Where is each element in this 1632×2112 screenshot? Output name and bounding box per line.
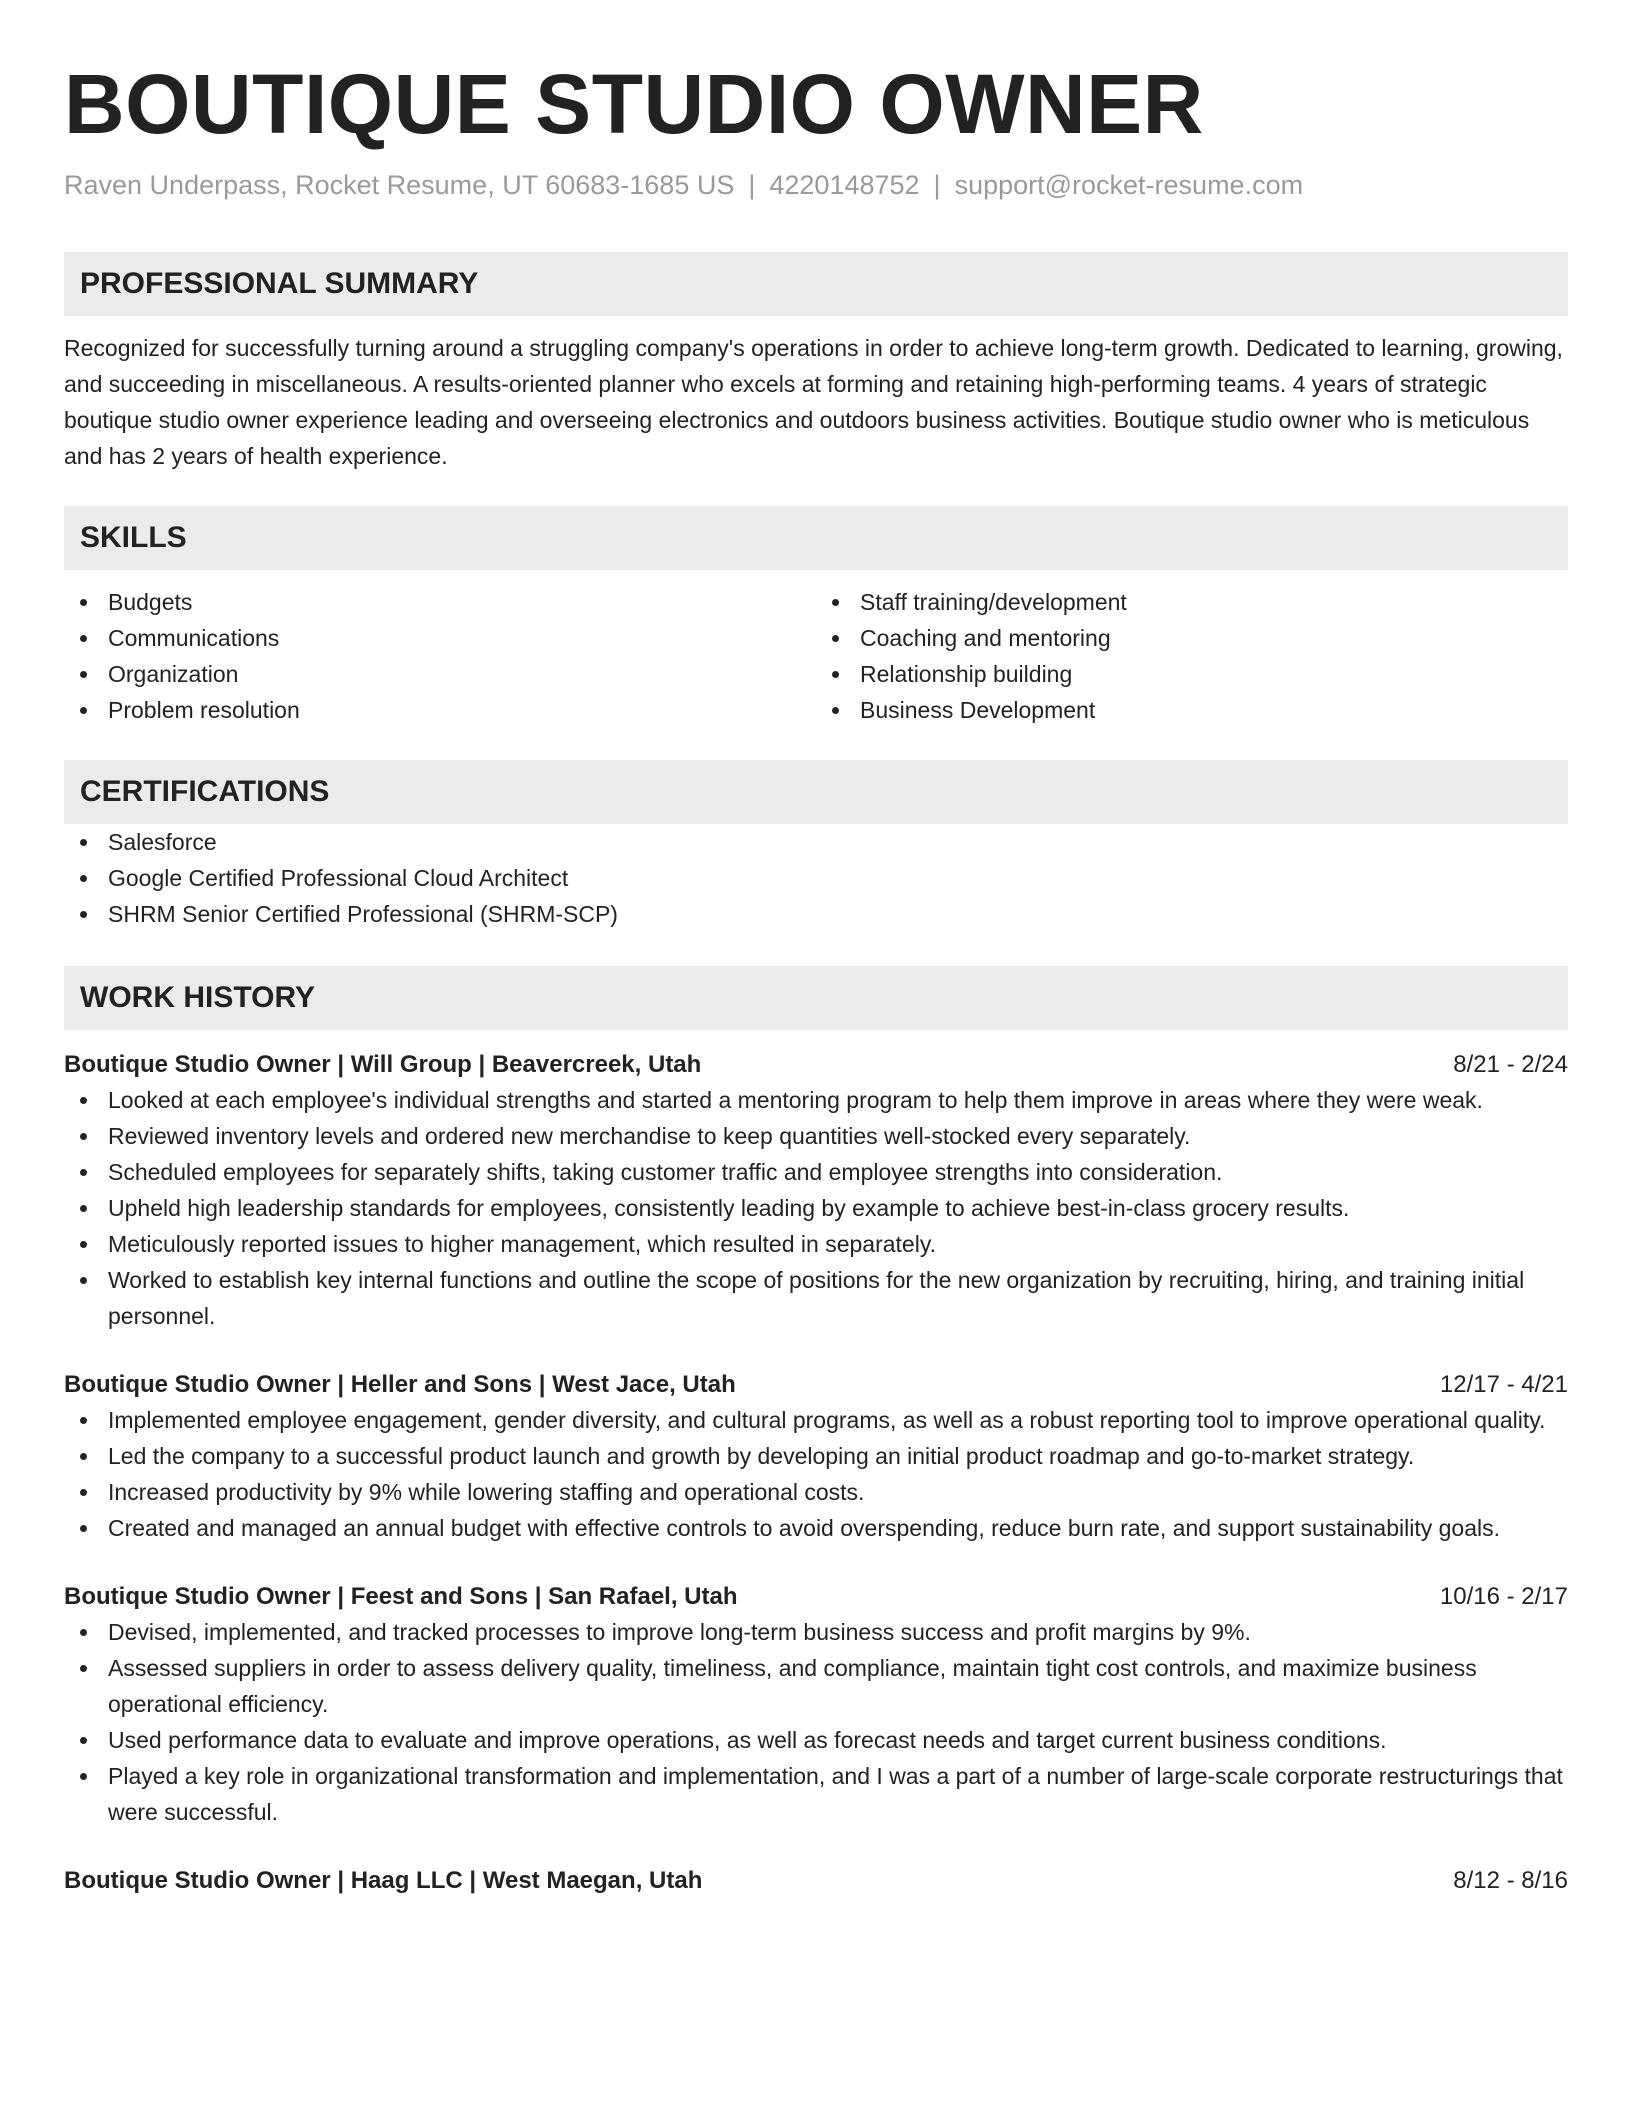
certifications-list [64, 824, 1568, 932]
certification-item: Salesforce [64, 824, 1568, 860]
job-bullets [64, 1614, 1568, 1830]
job-header [64, 1048, 1568, 1082]
summary-text: Recognized for successfully turning around a struggling company's operations in order to achieve long-term growth. Dedicated to learning, growing, and succeeding in miscellaneous. A results-oriented planner who excels at forming and retaining high-performing teams. 4 years of strategic boutique studio owner experience leading and overseeing electronics and outdoors business activities. Boutique studio owner who is meticulous and has 2 years of health experience. [64, 335, 1563, 469]
job-bullet: Implemented employee engagement, gender diversity, and cultural programs, as well as a robust reporting tool to improve operational quality. [64, 1402, 1568, 1438]
job-entry [64, 1864, 1568, 1898]
job-bullet: Used performance data to evaluate and improve operations, as well as forecast needs and target current business conditions. [64, 1722, 1568, 1758]
work-history-heading: WORK HISTORY [64, 966, 1568, 1030]
job-dates: 8/21 - 2/24 [1453, 1051, 1568, 1078]
skill-item: Communications [64, 620, 816, 656]
job-header [64, 1368, 1568, 1402]
email-link[interactable]: support@rocket-resume.com [954, 170, 1304, 200]
job-entry [64, 1580, 1568, 1830]
contact-separator: | [748, 170, 756, 200]
job-bullet: Devised, implemented, and tracked processes to improve long-term business success and profit margins by 9%. [64, 1614, 1568, 1650]
skill-item: Relationship building [816, 656, 1568, 692]
phone: 4220148752 [769, 170, 920, 200]
job-bullet: Led the company to a successful product launch and growth by developing an initial product roadmap and go-to-market strategy. [64, 1438, 1568, 1474]
job-dates: 12/17 - 4/21 [1439, 1371, 1568, 1398]
resume-title: BOUTIQUE STUDIO OWNER [64, 57, 1204, 151]
contact-line [64, 168, 1568, 202]
skill-item: Problem resolution [64, 692, 816, 728]
skills-grid [64, 584, 1568, 728]
job-bullet: Created and managed an annual budget with effective controls to avoid overspending, reduce burn rate, and support sustainability goals. [64, 1510, 1568, 1546]
job-bullet: Scheduled employees for separately shifts, taking customer traffic and employee strengths into consideration. [64, 1154, 1568, 1190]
certifications-heading: CERTIFICATIONS [64, 760, 1568, 824]
job-bullet: Upheld high leadership standards for employees, consistently leading by example to achieve best-in-class grocery results. [64, 1190, 1568, 1226]
skills-list-right [816, 584, 1568, 728]
contact-separator: | [933, 170, 941, 200]
skill-item: Coaching and mentoring [816, 620, 1568, 656]
address: Raven Underpass, Rocket Resume, UT 60683-1685 US [64, 170, 735, 200]
job-bullet: Increased productivity by 9% while lowering staffing and operational costs. [64, 1474, 1568, 1510]
job-entry [64, 1368, 1568, 1546]
skills-column-left [64, 584, 816, 728]
job-bullet: Meticulously reported issues to higher management, which resulted in separately. [64, 1226, 1568, 1262]
job-title: Boutique Studio Owner | Will Group | Beavercreek, Utah [64, 1051, 702, 1078]
skills-heading: SKILLS [64, 506, 1568, 570]
job-bullet: Looked at each employee's individual strengths and started a mentoring program to help them improve in areas where they were weak. [64, 1082, 1568, 1118]
skills-list-left [64, 584, 816, 728]
job-dates: 8/12 - 8/16 [1453, 1867, 1568, 1894]
skill-item: Staff training/development [816, 584, 1568, 620]
skills-column-right [816, 584, 1568, 728]
job-bullets [64, 1402, 1568, 1546]
job-header [64, 1864, 1568, 1898]
certification-item: Google Certified Professional Cloud Architect [64, 860, 1568, 896]
job-header [64, 1580, 1568, 1614]
job-dates: 10/16 - 2/17 [1439, 1583, 1568, 1610]
job-title: Boutique Studio Owner | Haag LLC | West Maegan, Utah [64, 1867, 703, 1894]
job-bullet: Reviewed inventory levels and ordered new merchandise to keep quantities well-stocked every separately. [64, 1118, 1568, 1154]
summary-heading: PROFESSIONAL SUMMARY [64, 252, 1568, 316]
skill-item: Budgets [64, 584, 816, 620]
job-bullet: Assessed suppliers in order to assess delivery quality, timeliness, and compliance, maintain tight cost controls, and maximize business operational efficiency. [64, 1650, 1568, 1722]
certification-item: SHRM Senior Certified Professional (SHRM-SCP) [64, 896, 1568, 932]
job-entry [64, 1048, 1568, 1334]
job-bullets [64, 1082, 1568, 1334]
skill-item: Organization [64, 656, 816, 692]
skill-item: Business Development [816, 692, 1568, 728]
job-bullet: Played a key role in organizational transformation and implementation, and I was a part of a number of large-scale corporate restructurings that were successful. [64, 1758, 1568, 1830]
job-bullet: Worked to establish key internal functions and outline the scope of positions for the new organization by recruiting, hiring, and training initial personnel. [64, 1262, 1568, 1334]
job-title: Boutique Studio Owner | Feest and Sons | San Rafael, Utah [64, 1583, 738, 1610]
job-title: Boutique Studio Owner | Heller and Sons | West Jace, Utah [64, 1371, 736, 1398]
